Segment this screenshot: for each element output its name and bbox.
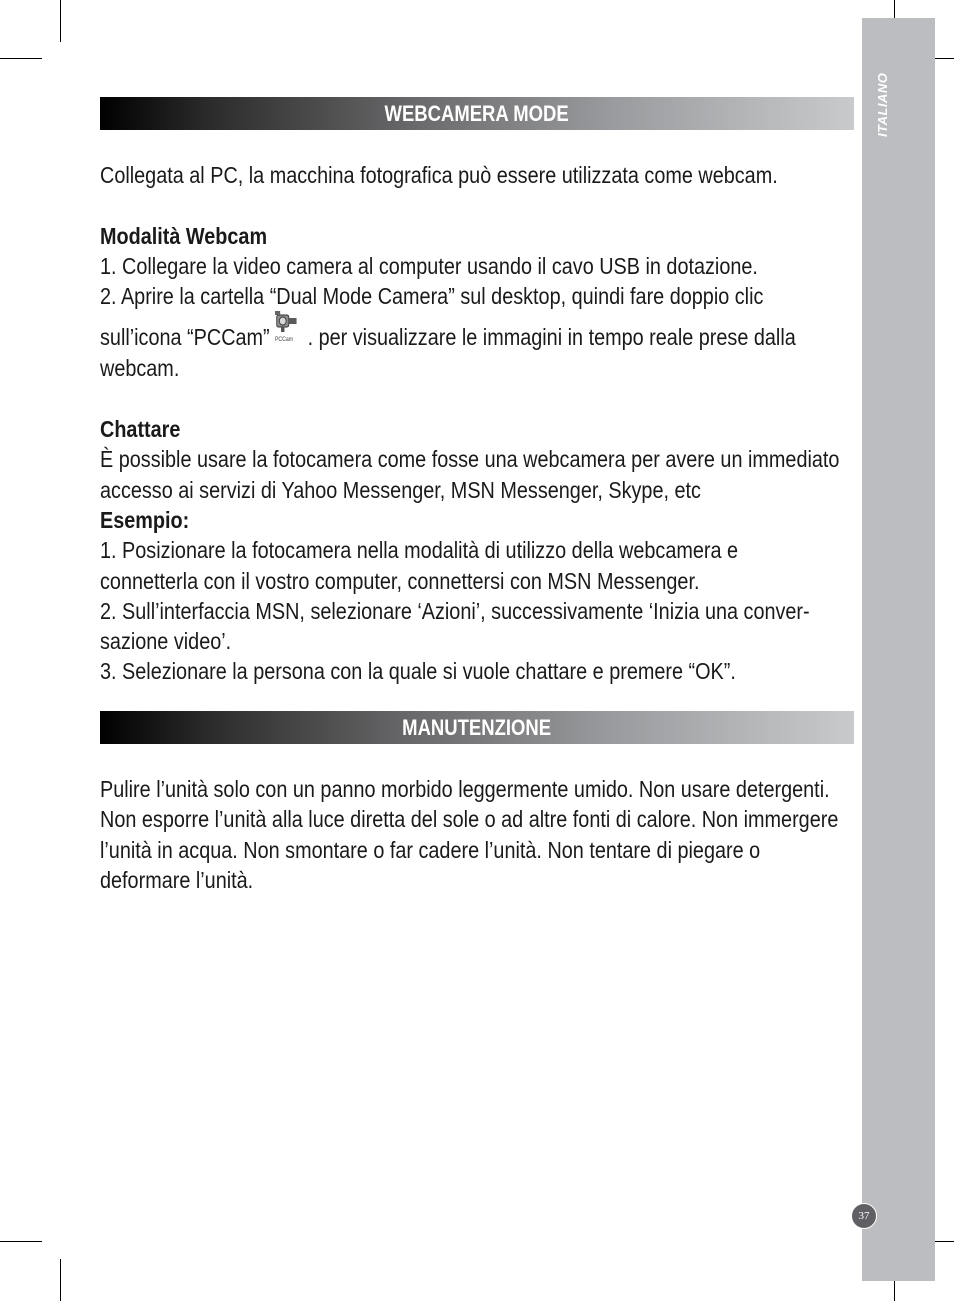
crop-mark [60,1259,61,1301]
language-label: ITALIANO [875,72,890,137]
crop-mark [60,0,61,42]
icon-line-before: sull’icona “PCCam” [100,324,270,351]
page-number: 37 [851,1203,877,1229]
paragraph-line: webcam. [100,355,180,382]
section-header-webcamera [100,97,854,130]
section-header-manutenzione [100,711,854,744]
manutenzione-body [100,774,880,895]
step-line: 2. Aprire la cartella “Dual Mode Camera” sul desktop, quindi fare doppio clic [100,283,764,310]
paragraph-line: Pulire l’unità solo con un panno morbido leggermente umido. Non usare detergenti. [100,776,830,802]
subheading-chattare: Chattare [100,416,181,443]
blank-line [100,190,772,220]
paragraph-line: accesso ai servizi di Yahoo Messenger, MSN Messenger, Skype, etc [100,476,701,503]
step-line: connetterla con il vostro computer, connettersi con MSN Messenger. [100,567,700,594]
crop-mark [0,1241,42,1242]
step-line-with-icon [100,311,796,353]
step-line: 1. Collegare la video camera al computer usando il cavo USB in dotazione. [100,252,758,279]
step-line: 3. Selezionare la persona con la quale si vuole chattare e premere “OK”. [100,658,736,685]
blank-line [100,384,772,414]
subheading-webcam-mode: Modalità Webcam [100,222,268,249]
pccam-icon [273,311,302,347]
icon-line-after: . per visualizzare le immagini in tempo reale prese dalla [307,324,796,351]
paragraph-line: Collegata al PC, la macchina fotografica può essere utilizzata come webcam. [100,162,778,188]
paragraph-line: deformare l’unità. [100,866,254,893]
section-title: WEBCAMERA MODE [384,100,570,126]
section-title: MANUTENZIONE [402,714,552,740]
crop-mark [0,58,42,59]
step-line: 2. Sull’interfaccia MSN, selezionare ‘Azioni’, successivamente ‘Inizia una conver- [100,597,810,624]
subheading-esempio: Esempio: [100,506,190,533]
pccam-icon-caption: PCCam [274,337,293,344]
paragraph-line: l’unità in acqua. Non smontare o far cadere l’unità. Non tentare di piegare o [100,836,761,863]
step-line: 1. Posizionare la fotocamera nella modalità di utilizzo della webcamera e [100,537,739,564]
webcamera-body [100,160,880,687]
paragraph-line: È possible usare la fotocamera come fosse una webcamera per avere un immediato [100,446,840,473]
step-line: sazione video’. [100,628,232,655]
paragraph-line: Non esporre l’unità alla luce diretta del sole o ad altre fonti di calore. Non immergere [100,806,839,833]
